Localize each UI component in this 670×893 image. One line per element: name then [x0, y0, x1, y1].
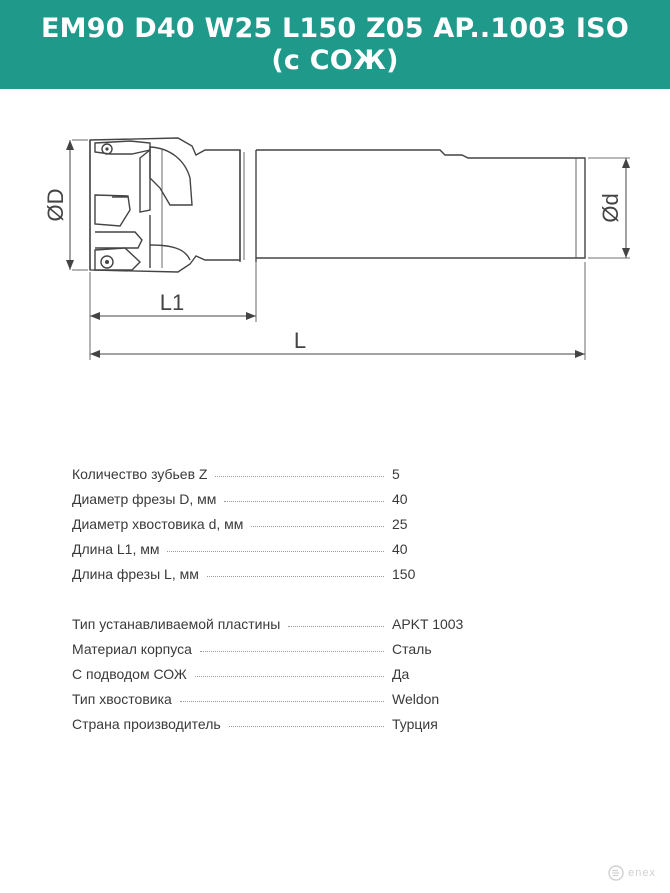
label-diameter-D: ØD [43, 188, 68, 222]
dot-leader [288, 626, 384, 627]
watermark [608, 865, 656, 881]
dot-leader [200, 651, 384, 652]
title-banner [0, 0, 670, 89]
spec-row [72, 691, 472, 716]
spec-row [72, 466, 472, 491]
spec-label: Материал корпуса [72, 641, 192, 657]
spec-value: APKT 1003 [392, 616, 464, 632]
spec-value: 40 [392, 491, 408, 507]
spec-row [72, 716, 472, 741]
dot-leader [180, 701, 384, 702]
spec-label: Количество зубьев Z [72, 466, 208, 482]
spec-label: Диаметр хвостовика d, мм [72, 516, 244, 532]
spec-row [72, 566, 472, 591]
label-length-L1: L1 [159, 290, 185, 315]
enex-logo-icon [608, 865, 624, 881]
spec-value: 5 [392, 466, 400, 482]
dot-leader [229, 726, 384, 727]
spec-row [72, 491, 472, 516]
specifications [72, 466, 472, 766]
spec-value: Сталь [392, 641, 432, 657]
label-diameter-d: Ød [598, 193, 623, 223]
spec-row [72, 666, 472, 691]
spec-label: Длина фрезы L, мм [72, 566, 199, 582]
spec-value: Турция [392, 716, 438, 732]
spec-group-geometry [72, 466, 472, 591]
dot-leader [207, 576, 384, 577]
spec-value: Weldon [392, 691, 440, 707]
spec-row [72, 516, 472, 541]
spec-label: Страна производитель [72, 716, 221, 732]
spec-value: 25 [392, 516, 408, 532]
label-length-L: L [293, 328, 307, 353]
spec-row [72, 541, 472, 566]
dot-leader [215, 476, 384, 477]
dot-leader [251, 526, 384, 527]
dot-leader [167, 551, 384, 552]
spec-label: Длина L1, мм [72, 541, 160, 557]
spec-row [72, 641, 472, 666]
page-title: EM90 D40 W25 L150 Z05 AP..1003 ISO (с СОЖ) [41, 12, 629, 76]
spec-row [72, 616, 472, 641]
spec-value: 150 [392, 566, 416, 582]
dot-leader [224, 501, 384, 502]
watermark-text: enex [628, 867, 656, 879]
spec-value: Да [392, 666, 410, 682]
spec-label: С подводом СОЖ [72, 666, 187, 682]
technical-drawing [0, 120, 670, 380]
spec-label: Тип устанавливаемой пластины [72, 616, 281, 632]
dot-leader [195, 676, 384, 677]
spec-value: 40 [392, 541, 408, 557]
spec-label: Диаметр фрезы D, мм [72, 491, 217, 507]
spec-label: Тип хвостовика [72, 691, 172, 707]
spec-group-general [72, 616, 472, 741]
